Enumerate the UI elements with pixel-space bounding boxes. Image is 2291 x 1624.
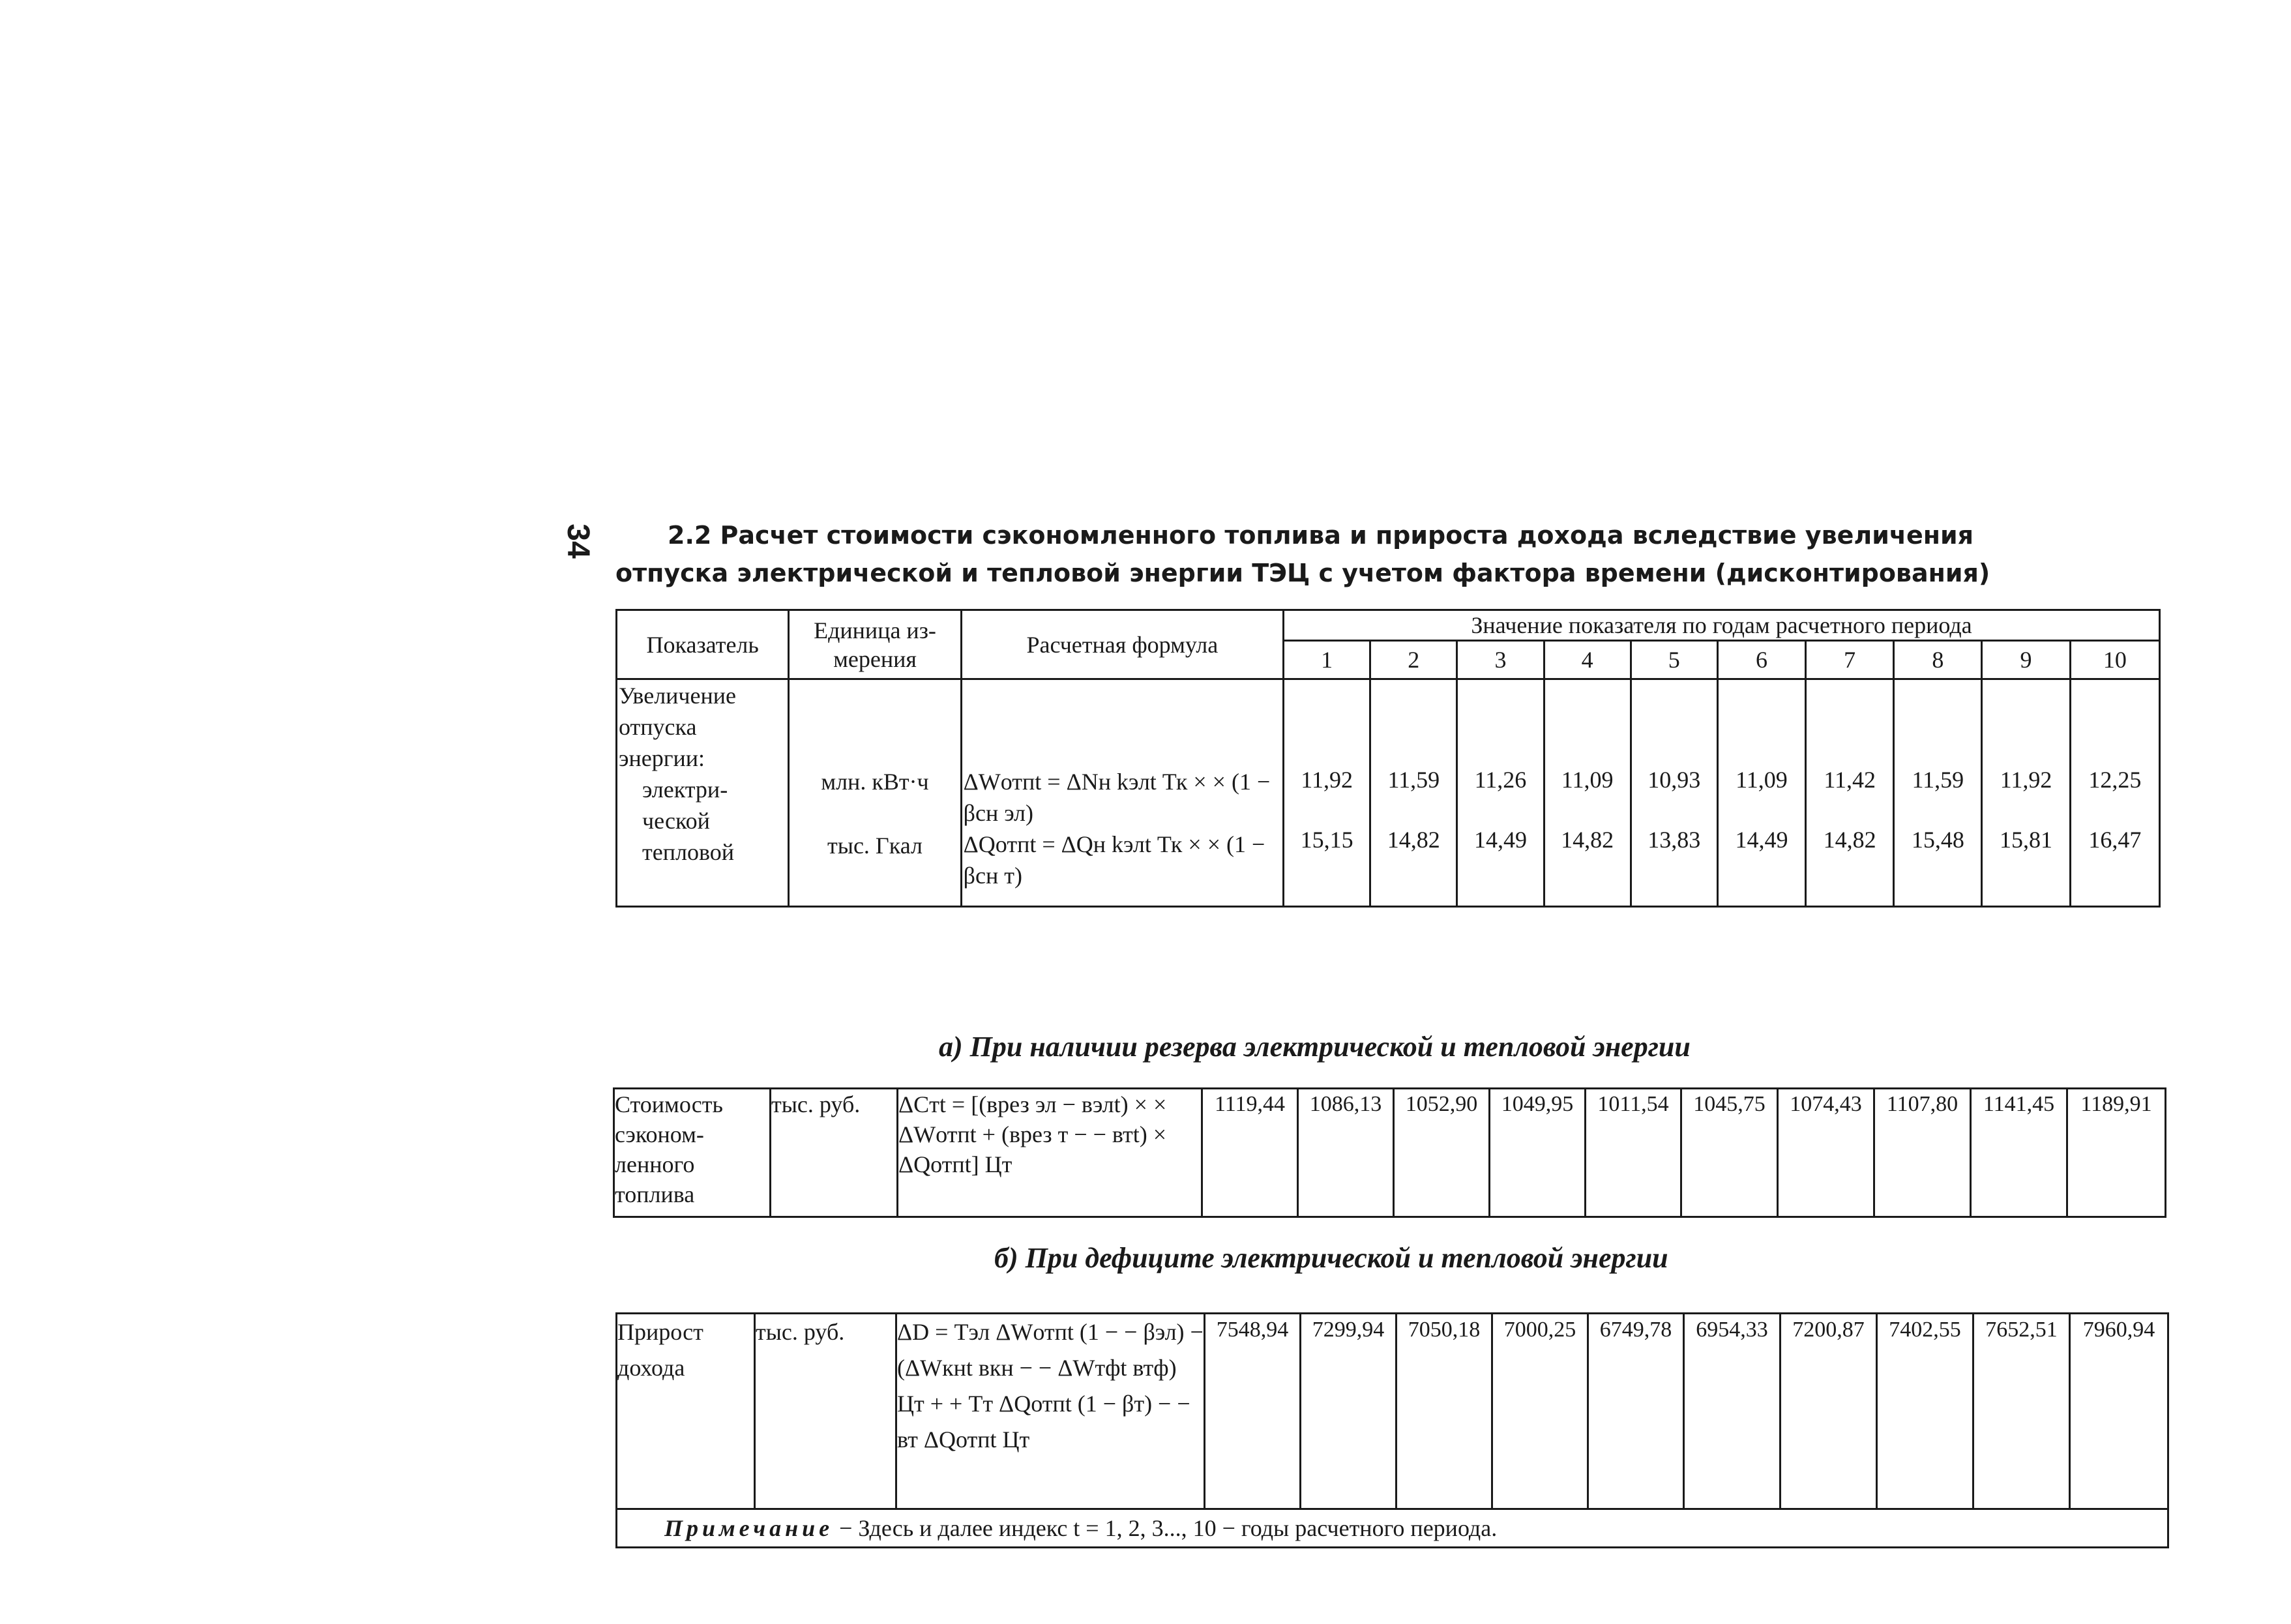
value-cell: 11,26 [1474,767,1527,793]
value-cell: 1119,44 [1202,1089,1298,1217]
value-cell: 14,49 [1473,827,1527,853]
year-header: 4 [1544,641,1631,679]
header-units: Единица из-мерения [789,610,961,679]
value-cell: 15,48 [1911,827,1964,853]
energy-output-table [615,609,2161,908]
value-cell: 11,42 [1824,767,1876,793]
row-label-electric: электри-ческой [642,776,728,834]
year-header: 2 [1370,641,1457,679]
section-title [615,516,2180,592]
formula-cell: ΔD = Тэл ΔWотпt (1 − − βэл) − (ΔWкнt вкн − − ΔWтфt втф) Цт + + Тт ΔQотпt (1 − βт) − − вт ΔQотпt Цт [896,1314,1205,1509]
value-cell: 15,81 [2000,827,2053,853]
value-cell: 1189,91 [2067,1089,2166,1217]
note-label: Примечание [664,1515,834,1541]
value-cell: 7960,94 [2070,1314,2168,1509]
header-formula: Расчетная формула [961,610,1283,679]
income-growth-table [615,1312,2169,1548]
units-cell [789,679,961,907]
value-cell: 1011,54 [1586,1089,1681,1217]
value-cell: 16,47 [2088,827,2142,853]
value-cell: 14,82 [1823,827,1876,853]
caption-b: б) При дефиците электрической и тепловой энергии [994,1242,1668,1274]
formula-electric: ΔWотпt = ΔNн kэлt Тк × × (1 − βсн эл) [963,769,1271,826]
units-electric: млн. кВт·ч [821,769,929,795]
table-row [614,1089,2166,1217]
row-label: Прирост дохода [617,1314,755,1509]
value-cell: 7548,94 [1205,1314,1301,1509]
value-cell: 11,92 [2000,767,2052,793]
value-cell: 1045,75 [1681,1089,1778,1217]
page-number: 34 [561,524,596,559]
value-cell: 1074,43 [1778,1089,1874,1217]
value-cell: 15,15 [1300,827,1353,853]
year-header: 10 [2070,641,2159,679]
header-years-group: Значение показателя по годам расчетного периода [1284,610,2160,641]
section-title-line-2: отпуска электрической и тепловой энергии ТЭЦ с учетом фактора времени (дисконтирования) [615,559,1990,587]
value-cell: 11,59 [1387,767,1440,793]
year-header: 1 [1284,641,1370,679]
value-cell: 7652,51 [1973,1314,2070,1509]
value-cell: 10,93 [1648,767,1701,793]
value-cell: 7200,87 [1781,1314,1877,1509]
year-header: 3 [1457,641,1544,679]
value-cell: 13,83 [1648,827,1701,853]
units-cell: тыс. руб. [771,1089,898,1217]
table-row [617,679,2160,907]
caption-a: а) При наличии резерва электрической и тепловой энергии [939,1031,1691,1063]
note-cell [617,1509,2168,1548]
value-cell: 7000,25 [1492,1314,1588,1509]
value-cell: 1052,90 [1394,1089,1490,1217]
row-label: Стоимость сэконом-ленного топлива [614,1089,771,1217]
value-cell: 11,09 [1736,767,1788,793]
year-header: 6 [1717,641,1805,679]
units-heat: тыс. Гкал [827,833,923,859]
fuel-savings-table [613,1087,2166,1218]
note-text: − Здесь и далее индекс t = 1, 2, 3..., 10 − годы расчетного периода. [833,1515,1498,1541]
section-title-line-1: 2.2 Расчет стоимости сэкономленного топлива и прироста дохода вследствие увеличения [668,521,1973,550]
value-cell: 14,82 [1561,827,1614,853]
group-label: Увеличение отпуска энергии: [619,683,737,771]
value-cell: 11,09 [1561,767,1614,793]
table-row [617,1314,2168,1509]
year-header: 8 [1894,641,1982,679]
value-cell: 7402,55 [1877,1314,1973,1509]
value-cell: 14,49 [1735,827,1788,853]
value-cell: 12,25 [2088,767,2142,793]
value-cell: 1107,80 [1874,1089,1971,1217]
value-cell: 7299,94 [1301,1314,1397,1509]
note-row [617,1509,2168,1548]
row-label [617,679,789,907]
units-cell: тыс. руб. [755,1314,896,1509]
formula-cell [961,679,1283,907]
value-cell: 14,82 [1387,827,1440,853]
value-cell: 6954,33 [1684,1314,1781,1509]
header-indicator: Показатель [617,610,789,679]
year-header: 9 [1982,641,2070,679]
value-cell: 11,92 [1301,767,1353,793]
value-cell: 1141,45 [1971,1089,2067,1217]
formula-heat: ΔQотпt = ΔQн kэлt Тк × × (1 − βсн т) [963,831,1265,889]
formula-cell: ΔCтt = [(врез эл − вэлt) × × ΔWотпt + (врез т − − втt) × ΔQотпt] Цт [898,1089,1202,1217]
value-cell: 1049,95 [1490,1089,1586,1217]
year-header: 5 [1631,641,1717,679]
value-cell: 1086,13 [1298,1089,1394,1217]
value-cell: 7050,18 [1397,1314,1492,1509]
row-label-heat: тепловой [642,839,734,865]
value-cell: 6749,78 [1588,1314,1684,1509]
value-cell: 11,59 [1912,767,1964,793]
year-header: 7 [1806,641,1894,679]
